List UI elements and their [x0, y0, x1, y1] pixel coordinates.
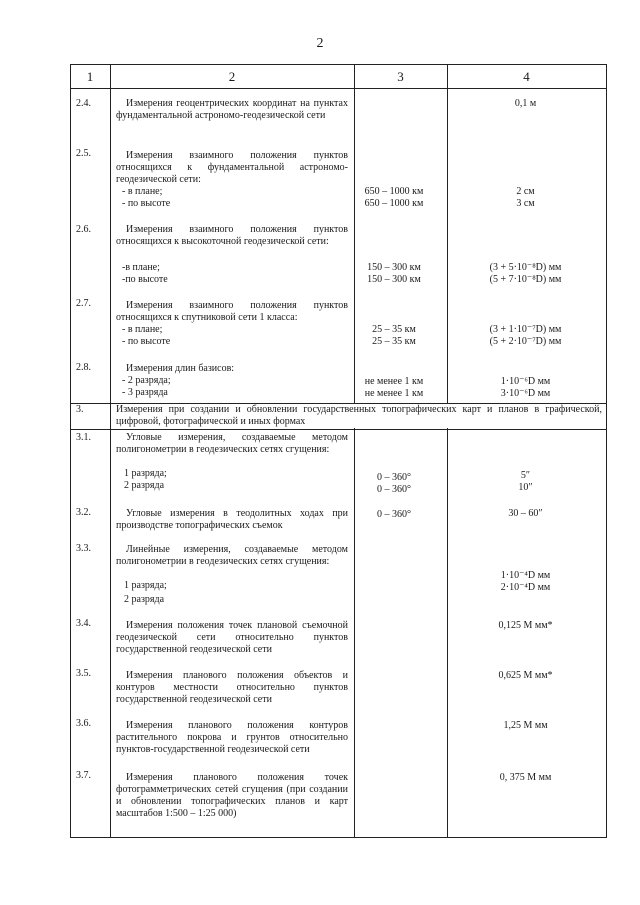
page-number: 2: [316, 36, 324, 51]
row-number: 3.3.: [76, 543, 91, 554]
measurement-table: [70, 64, 607, 838]
row-description: Измерения положения точек плановой съемочной геодезической сети относительно пунктов государственной геодезической сети: [116, 620, 348, 655]
row-range: 150 – 300 км: [367, 274, 421, 285]
header-col-2: 2: [228, 69, 236, 84]
row-accuracy: 1·10⁻⁶D мм: [500, 376, 551, 387]
row-accuracy: (3 + 1·10⁻⁷D) мм: [489, 324, 562, 335]
row-subitem: - по высоте: [122, 336, 171, 347]
row-accuracy: 1·10⁻⁴D мм: [500, 570, 551, 581]
row-accuracy: 10″: [518, 482, 533, 493]
row-description: Измерения планового положения точек фотограмметрических сетей сгущения (при создании и обновлении топографических планов и карт масштабов 1:500 – 1:25 000): [116, 772, 348, 819]
section-title: Измерения при создании и обновлении государственных топографических карт и планов в графической, цифровой, фотографической и иных формах: [116, 404, 602, 427]
header-col-4: 4: [523, 69, 530, 84]
header-col-1: 1: [86, 69, 94, 84]
row-number: 2.6.: [76, 224, 91, 235]
row-description: Измерения взаимного положения пунктов относящихся к высокоточной геодезической сети:: [116, 224, 348, 247]
row-description: Измерения взаимного положения пунктов относящихся к спутниковой сети 1 класса:: [116, 300, 348, 323]
row-number: 3.6.: [76, 718, 91, 729]
row-number: 3.7.: [76, 770, 91, 781]
row-description: Измерения планового положения объектов и контуров местности относительно пунктов государственной геодезической сети: [116, 670, 348, 705]
row-subitem: 2 разряда: [124, 480, 165, 491]
row-subitem: - в плане;: [122, 186, 163, 197]
row-range: 25 – 35 км: [372, 324, 416, 335]
row-range: 0 – 360°: [377, 509, 411, 520]
row-accuracy: (5 + 7·10⁻⁸D) мм: [489, 274, 562, 285]
row-description: Измерения планового положения контуров растительного покрова и грунтов относительно пунктов-государственной геодезической сети: [116, 720, 348, 755]
row-range: 25 – 35 км: [372, 336, 416, 347]
row-range: не менее 1 км: [364, 388, 424, 399]
row-number: 3.1.: [76, 432, 91, 443]
row-description: Угловые измерения в теодолитных ходах при производстве топографических съемок: [116, 508, 348, 531]
row-accuracy: 2 см: [516, 186, 535, 197]
row-number: 2.5.: [76, 148, 91, 159]
row-accuracy: (3 + 5·10⁻⁸D) мм: [489, 262, 562, 273]
row-description: Измерения взаимного положения пунктов относящихся к фундаментальной астрономо-геодезической сети:: [116, 150, 348, 185]
row-subitem: -по высоте: [122, 274, 168, 285]
row-number: 2.7.: [76, 298, 91, 309]
row-range: 650 – 1000 км: [364, 186, 424, 197]
row-accuracy: 2·10⁻⁴D мм: [500, 582, 551, 593]
row-subitem: - 2 разряда;: [122, 375, 171, 386]
row-description: Угловые измерения, создаваемые методом полигонометрии в геодезических сетях сгущения:: [116, 432, 348, 455]
row-number: 3.4.: [76, 618, 91, 629]
row-number: 2.8.: [76, 362, 91, 373]
row-subitem: -в плане;: [122, 262, 160, 273]
row-accuracy: 0,125 М мм*: [498, 620, 553, 631]
row-description: Измерения геоцентрических координат на пунктах фундаментальной астрономо-геодезической сети: [116, 98, 348, 121]
row-accuracy: 0, 375 М мм: [499, 772, 552, 783]
row-accuracy: 5″: [520, 470, 531, 481]
row-number: 2.4.: [76, 98, 91, 109]
header-col-3: 3: [397, 69, 404, 84]
row-subitem: 2 разряда: [124, 594, 165, 605]
section-number: 3.: [76, 404, 84, 415]
row-range: 0 – 360°: [377, 484, 411, 495]
row-range: 150 – 300 км: [367, 262, 421, 273]
row-description: Линейные измерения, создаваемые методом полигонометрии в геодезических сетях сгущения:: [116, 544, 348, 567]
row-description: Измерения длин базисов:: [126, 363, 235, 374]
row-range: 0 – 360°: [377, 472, 411, 483]
row-subitem: - в плане;: [122, 324, 163, 335]
row-number: 3.5.: [76, 668, 91, 679]
row-accuracy: 3·10⁻⁶D мм: [500, 388, 551, 399]
row-accuracy: 1,25 М мм: [503, 720, 548, 731]
row-subitem: 1 разряда;: [124, 580, 167, 591]
row-range: 650 – 1000 км: [364, 198, 424, 209]
row-range: не менее 1 км: [364, 376, 424, 387]
row-subitem: - 3 разряда: [122, 387, 168, 398]
row-accuracy: 30 – 60″: [508, 508, 543, 519]
row-subitem: - по высоте: [122, 198, 171, 209]
row-accuracy: 0,1 м: [514, 98, 537, 109]
row-accuracy: (5 + 2·10⁻⁷D) мм: [489, 336, 562, 347]
row-accuracy: 0,625 М мм*: [498, 670, 553, 681]
row-accuracy: 3 см: [516, 198, 535, 209]
row-number: 3.2.: [76, 507, 91, 518]
row-subitem: 1 разряда;: [124, 468, 167, 479]
